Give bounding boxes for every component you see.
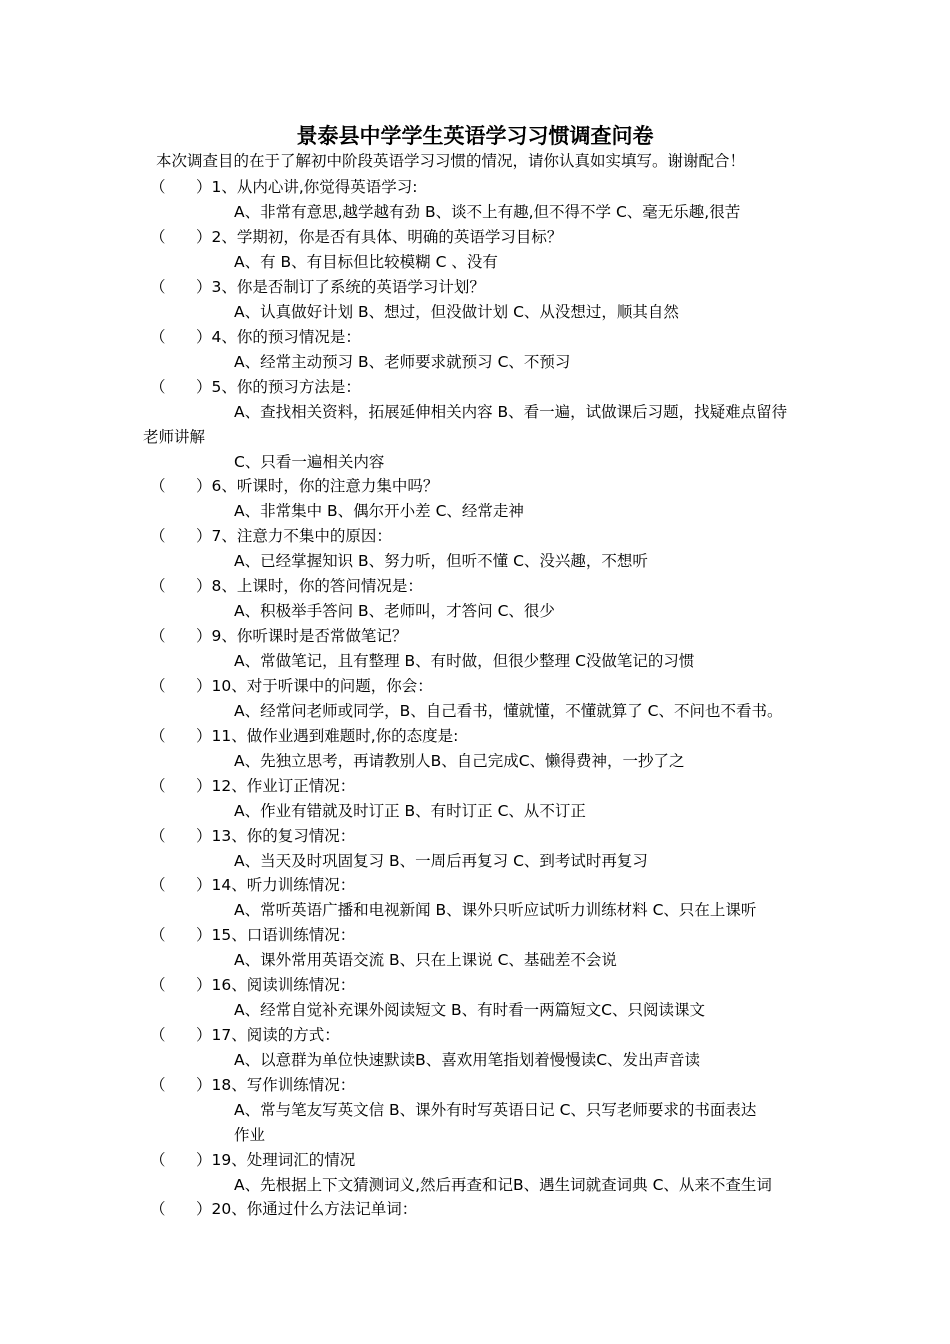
answer-blank-close: ） <box>196 228 212 246</box>
answer-blank-open: （ <box>150 278 166 296</box>
answer-blank-close: ） <box>196 777 212 795</box>
question-text: 13、你的复习情况： <box>211 827 356 845</box>
question-text: 4、你的预习情况是： <box>211 328 361 346</box>
page-title: 景泰县中学学生英语学习习惯调查问卷 <box>296 124 654 148</box>
question-7-options: A、已经掌握知识 B、努力听，但听不懂 C、没兴趣，不想听 <box>234 552 648 570</box>
question-11-options: A、先独立思考，再请教别人B、自己完成C、懒得费神，一抄了之 <box>234 752 685 770</box>
answer-blank-open: （ <box>150 477 166 495</box>
answer-blank-open: （ <box>150 926 166 944</box>
question-text: 2、学期初，你是否有具体、明确的英语学习目标？ <box>211 228 563 246</box>
answer-blank-open: （ <box>150 976 166 994</box>
question-18-options-continued: 作业 <box>234 1126 266 1144</box>
answer-blank-open: （ <box>150 777 166 795</box>
question-text: 1、从内心讲,你觉得英语学习: <box>211 178 418 196</box>
answer-blank-close: ） <box>196 1026 212 1044</box>
question-text: 6、听课时，你的注意力集中吗？ <box>211 477 439 495</box>
answer-blank-close: ） <box>196 378 212 396</box>
answer-blank-open: （ <box>150 1076 166 1094</box>
question-19 <box>150 1149 355 1171</box>
question-2 <box>150 226 562 248</box>
question-14 <box>150 874 355 896</box>
question-5-options-continued: 老师讲解 <box>143 428 206 446</box>
question-9 <box>150 625 407 647</box>
question-text: 17、阅读的方式： <box>211 1026 340 1044</box>
question-15-options: A、课外常用英语交流 B、只在上课说 C、基础差不会说 <box>234 951 617 969</box>
answer-blank-open: （ <box>150 1151 166 1169</box>
answer-blank-open: （ <box>150 876 166 894</box>
question-5 <box>150 376 361 398</box>
question-text: 8、上课时，你的答问情况是： <box>211 577 423 595</box>
question-17-options: A、以意群为单位快速默读B、喜欢用笔指划着慢慢读C、发出声音读 <box>234 1051 701 1069</box>
question-text: 7、注意力不集中的原因： <box>211 527 392 545</box>
question-15 <box>150 924 355 946</box>
answer-blank-close: ） <box>196 876 212 894</box>
question-6 <box>150 475 438 497</box>
question-3-options: A、认真做好计划 B、想过，但没做计划 C、从没想过，顺其自然 <box>234 303 679 321</box>
question-8 <box>150 575 423 597</box>
question-16-options: A、经常自觉补充课外阅读短文 B、有时看一两篇短文C、只阅读课文 <box>234 1001 705 1019</box>
question-text: 14、听力训练情况： <box>211 876 356 894</box>
question-17 <box>150 1024 340 1046</box>
answer-blank-open: （ <box>150 677 166 695</box>
answer-blank-open: （ <box>150 328 166 346</box>
answer-blank-open: （ <box>150 577 166 595</box>
answer-blank-open: （ <box>150 627 166 645</box>
answer-blank-close: ） <box>196 677 212 695</box>
question-13-options: A、当天及时巩固复习 B、一周后再复习 C、到考试时再复习 <box>234 852 648 870</box>
question-20 <box>150 1198 417 1220</box>
question-3 <box>150 276 485 298</box>
question-5-option-c: C、只看一遍相关内容 <box>234 453 385 471</box>
question-18 <box>150 1074 355 1096</box>
answer-blank-open: （ <box>150 527 166 545</box>
answer-blank-open: （ <box>150 1026 166 1044</box>
answer-blank-open: （ <box>150 178 166 196</box>
question-5-options: A、查找相关资料，拓展延伸相关内容 B、看一遍，试做课后习题，找疑难点留待 <box>234 403 788 421</box>
question-2-options: A、有 B、有目标但比较模糊 C 、没有 <box>234 253 498 271</box>
answer-blank-close: ） <box>196 827 212 845</box>
question-text: 15、口语训练情况： <box>211 926 356 944</box>
question-12 <box>150 775 355 797</box>
question-4 <box>150 326 361 348</box>
question-19-options: A、先根据上下文猜测词义,然后再查和记B、遇生词就查词典 C、从来不查生词 <box>234 1176 772 1194</box>
question-10 <box>150 675 433 697</box>
question-11 <box>150 725 458 747</box>
question-text: 20、你通过什么方法记单词： <box>211 1200 418 1218</box>
answer-blank-close: ） <box>196 727 212 745</box>
answer-blank-close: ） <box>196 926 212 944</box>
question-4-options: A、经常主动预习 B、老师要求就预习 C、不预习 <box>234 353 571 371</box>
intro-text: 本次调查目的在于了解初中阶段英语学习习惯的情况，请你认真如实填写。谢谢配合！ <box>156 152 746 170</box>
question-text: 5、你的预习方法是： <box>211 378 361 396</box>
answer-blank-close: ） <box>196 1151 212 1169</box>
question-13 <box>150 825 355 847</box>
question-text: 9、你听课时是否常做笔记？ <box>211 627 408 645</box>
question-text: 10、对于听课中的问题，你会： <box>211 677 433 695</box>
question-9-options: A、常做笔记，且有整理 B、有时做，但很少整理 C没做笔记的习惯 <box>234 652 695 670</box>
answer-blank-open: （ <box>150 1200 166 1218</box>
question-text: 3、你是否制订了系统的英语学习计划？ <box>211 278 485 296</box>
answer-blank-close: ） <box>196 477 212 495</box>
answer-blank-open: （ <box>150 727 166 745</box>
question-18-options: A、常与笔友写英文信 B、课外有时写英语日记 C、只写老师要求的书面表达 <box>234 1101 757 1119</box>
question-1 <box>150 176 418 198</box>
answer-blank-close: ） <box>196 1076 212 1094</box>
question-10-options: A、经常问老师或同学，B、自己看书，懂就懂，不懂就算了 C、不问也不看书。 <box>234 702 783 720</box>
answer-blank-close: ） <box>196 1200 212 1218</box>
question-1-options: A、非常有意思,越学越有劲 B、谈不上有趣,但不得不学 C、毫无乐趣,很苦 <box>234 203 741 221</box>
question-8-options: A、积极举手答问 B、老师叫，才答问 C、很少 <box>234 602 555 620</box>
question-text: 19、处理词汇的情况 <box>211 1151 356 1169</box>
question-6-options: A、非常集中 B、偶尔开小差 C、经常走神 <box>234 502 524 520</box>
question-7 <box>150 525 392 547</box>
question-16 <box>150 974 355 996</box>
question-14-options: A、常听英语广播和电视新闻 B、课外只听应试听力训练材料 C、只在上课听 <box>234 901 757 919</box>
answer-blank-close: ） <box>196 976 212 994</box>
question-text: 11、做作业遇到难题时,你的态度是: <box>211 727 459 745</box>
answer-blank-open: （ <box>150 827 166 845</box>
question-text: 18、写作训练情况： <box>211 1076 356 1094</box>
answer-blank-close: ） <box>196 328 212 346</box>
answer-blank-close: ） <box>196 627 212 645</box>
answer-blank-close: ） <box>196 278 212 296</box>
answer-blank-close: ） <box>196 178 212 196</box>
question-text: 16、阅读训练情况： <box>211 976 356 994</box>
answer-blank-close: ） <box>196 577 212 595</box>
question-12-options: A、作业有错就及时订正 B、有时订正 C、从不订正 <box>234 802 586 820</box>
answer-blank-close: ） <box>196 527 212 545</box>
answer-blank-open: （ <box>150 378 166 396</box>
answer-blank-open: （ <box>150 228 166 246</box>
question-text: 12、作业订正情况： <box>211 777 356 795</box>
